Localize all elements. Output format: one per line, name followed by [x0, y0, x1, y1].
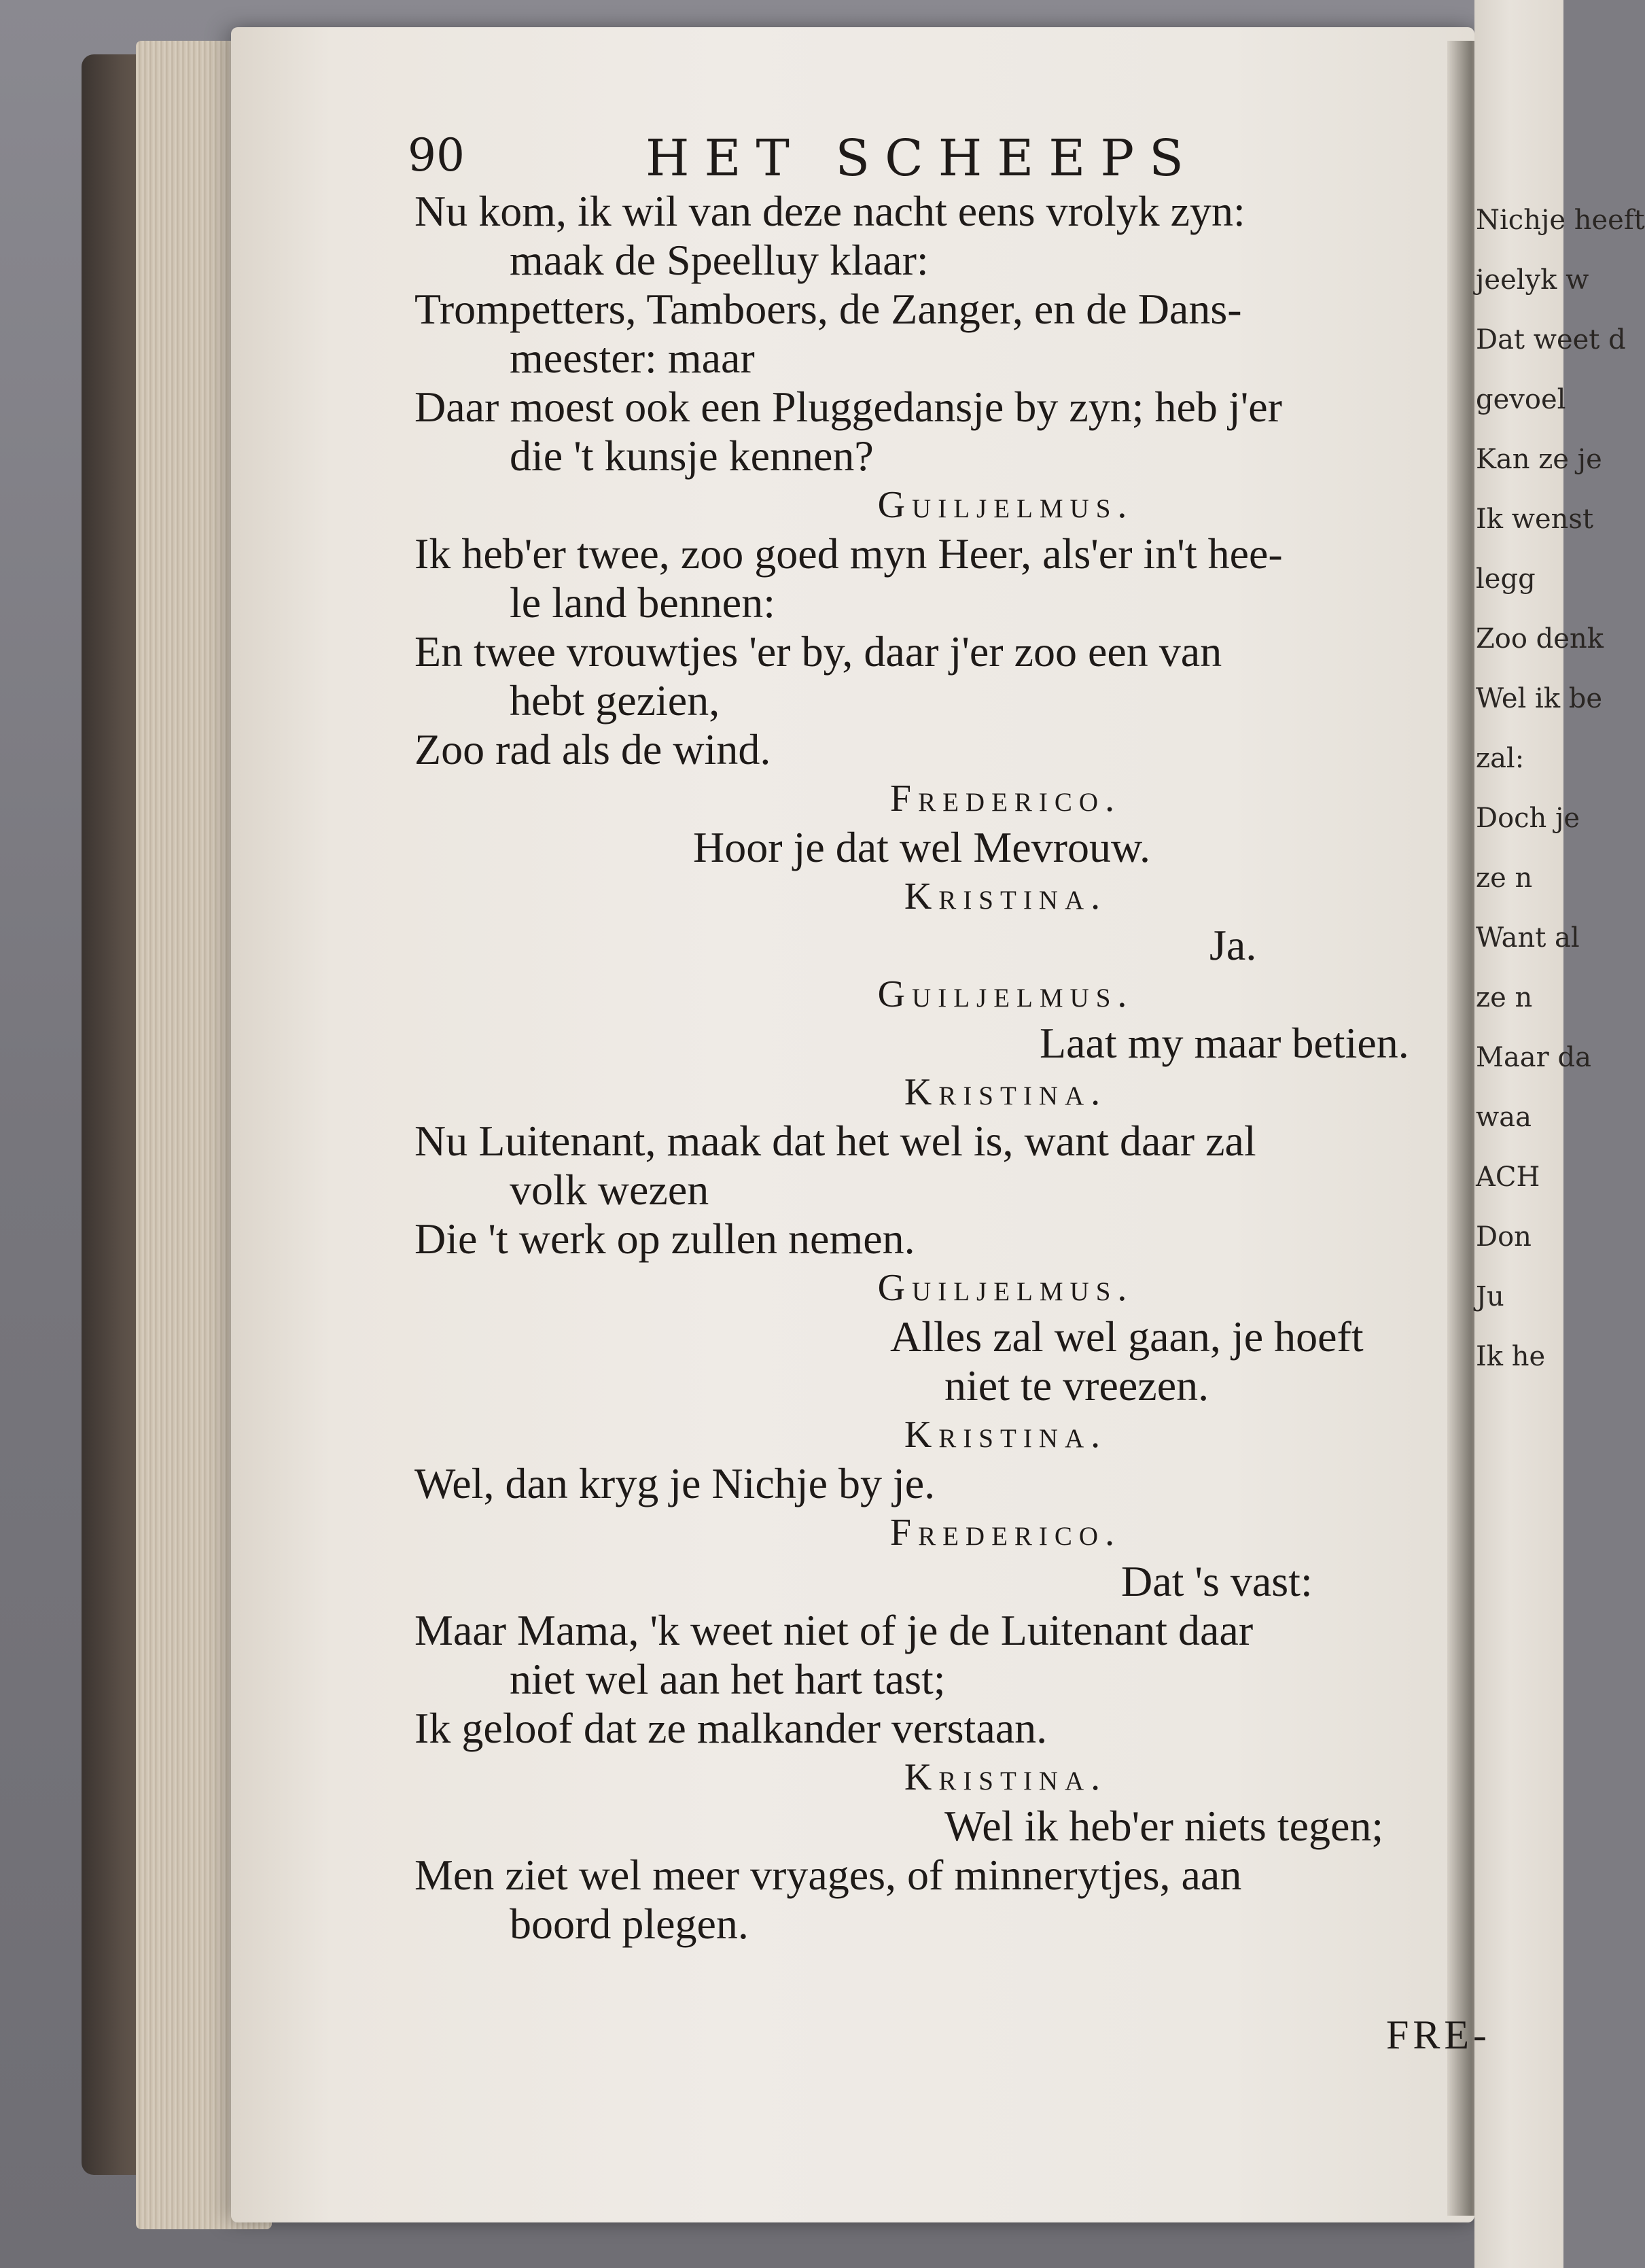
running-head: HET SCHEEPS — [645, 129, 1199, 188]
facing-page-fragment: Want al — [1476, 922, 1580, 954]
speaker-name: Guiljelmus. — [877, 1267, 1134, 1309]
facing-page-fragment: Zoo denk — [1476, 623, 1604, 655]
verse-line-continuation: maak de Speelluy klaar: — [510, 236, 929, 284]
verse-line: Ik geloof dat ze malkander verstaan. — [414, 1704, 1048, 1752]
verse-line: Zoo rad als de wind. — [414, 725, 771, 773]
facing-page-fragment: ACH — [1476, 1162, 1540, 1193]
facing-page-fragment: Kan ze je — [1476, 444, 1602, 475]
verse-line: Wel, dan kryg je Nichje by je. — [414, 1459, 936, 1507]
play-text — [414, 187, 1461, 1949]
verse-line-indented: niet te vreezen. — [944, 1361, 1209, 1410]
facing-page-text — [1476, 204, 1645, 1400]
speaker-name: Guiljelmus. — [877, 484, 1134, 526]
facing-page-fragment: jeelyk w — [1476, 264, 1589, 296]
verse-line: Maar Mama, 'k weet niet of je de Luitenant daar — [414, 1606, 1254, 1654]
speaker-name: Kristina. — [904, 1756, 1108, 1798]
speaker-name: Kristina. — [904, 1414, 1108, 1456]
facing-page-fragment: waa — [1476, 1102, 1532, 1133]
catchword: FRE- — [1386, 2012, 1491, 2057]
verse-line: Die 't werk op zullen nemen. — [414, 1215, 915, 1263]
speaker-name: Kristina. — [904, 1071, 1108, 1113]
facing-page-fragment: legg — [1476, 563, 1536, 595]
verse-line-indented: Ja. — [1209, 921, 1257, 969]
speaker-name: Frederico. — [889, 778, 1122, 820]
facing-page-fragment: ze n — [1476, 982, 1533, 1013]
facing-page-fragment: Wel ik be — [1476, 683, 1603, 714]
facing-page-fragment: Ik he — [1476, 1341, 1546, 1372]
facing-page-fragment: Nichje heeft — [1476, 205, 1645, 236]
verse-line-continuation: boord plegen. — [510, 1900, 749, 1948]
facing-page-fragment: ze n — [1476, 862, 1533, 894]
facing-page-fragment: Doch je — [1476, 803, 1580, 834]
facing-page-fragment: Ik wenst — [1476, 504, 1594, 535]
verse-line-continuation: niet wel aan het hart tast; — [510, 1655, 946, 1703]
speaker-name: Frederico. — [889, 1512, 1122, 1554]
facing-page-fragment: Maar da — [1476, 1042, 1591, 1073]
verse-line: Ik heb'er twee, zoo goed myn Heer, als'er in't hee- — [414, 529, 1283, 578]
speaker-name: Guiljelmus. — [877, 973, 1134, 1015]
verse-line-continuation: meester: maar — [510, 334, 755, 382]
verse-line: Men ziet wel meer vryages, of minnerytjes, aan — [414, 1851, 1242, 1899]
speaker-name: Kristina. — [904, 875, 1108, 918]
facing-page-fragment: gevoel — [1476, 384, 1566, 415]
verse-line-continuation: hebt gezien, — [510, 676, 720, 725]
verse-line-continuation: le land bennen: — [510, 578, 775, 627]
facing-page-fragment: Dat weet d — [1476, 324, 1626, 355]
facing-page-fragment: Ju — [1476, 1281, 1504, 1312]
verse-line: Daar moest ook een Pluggedansje by zyn; heb j'er — [414, 383, 1282, 431]
page-header — [408, 122, 1427, 197]
verse-line: En twee vrouwtjes 'er by, daar j'er zoo een van — [414, 627, 1222, 676]
verse-line-indented: Hoor je dat wel Mevrouw. — [693, 823, 1150, 871]
verse-line-continuation: volk wezen — [510, 1166, 709, 1214]
facing-page-fragment: Don — [1476, 1221, 1532, 1253]
page-number: 90 — [408, 129, 465, 181]
verse-line: Nu kom, ik wil van deze nacht eens vrolyk zyn: — [414, 187, 1245, 235]
verse-line-indented: Laat my maar betien. — [1040, 1019, 1409, 1067]
verse-line-continuation: die 't kunsje kennen? — [510, 432, 874, 480]
verse-line: Nu Luitenant, maak dat het wel is, want daar zal — [414, 1117, 1256, 1165]
verse-line: Trompetters, Tamboers, de Zanger, en de Dans- — [414, 285, 1242, 333]
verse-line-indented: Alles zal wel gaan, je hoeft — [890, 1312, 1364, 1361]
verse-line-indented: Wel ik heb'er niets tegen; — [944, 1802, 1384, 1850]
verse-line-indented: Dat 's vast: — [1121, 1557, 1313, 1605]
facing-page-fragment: zal: — [1476, 743, 1525, 774]
